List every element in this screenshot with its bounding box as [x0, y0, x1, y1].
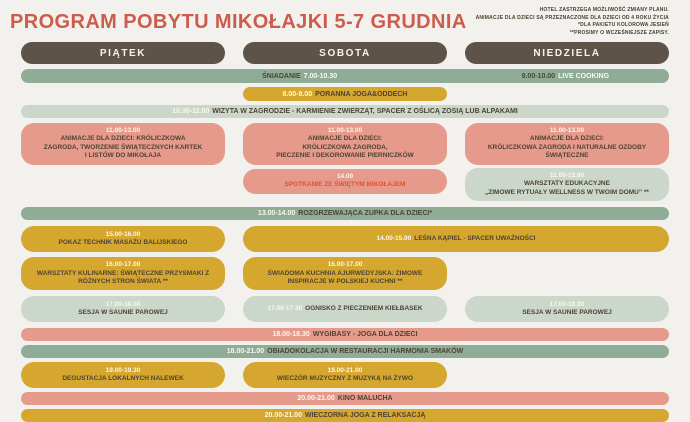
day-header-sobota: SOBOTA — [243, 42, 447, 64]
event-time: 8.00-9.00 — [282, 90, 313, 98]
event-kids-animation-saturday — [243, 123, 447, 165]
day-header-niedziela: NIEDZIELA — [465, 42, 669, 64]
event-label: SPOTKANIE ZE ŚWIĘTYM MIKOŁAJEM — [284, 181, 406, 189]
disclaimer-text — [476, 7, 669, 37]
sunday-column — [465, 123, 669, 201]
event-breakfast — [262, 69, 337, 83]
event-kids-soup — [21, 207, 669, 220]
event-time: 17.00-17.30 — [267, 305, 303, 313]
event-time: 17.00-18.00 — [105, 300, 141, 308]
event-label: WYGIBASY - JOGA DLA DZIECI — [312, 331, 418, 339]
saturday-column — [243, 123, 447, 194]
event-label: ROZGRZEWAJĄCA ZUPKA DLA DZIECI* — [298, 210, 433, 218]
event-time: 16.00-17.00 — [327, 261, 363, 269]
disclaimer-line: ANIMACJE DLA DZIECI SĄ PRZEZNACZONE DLA DZIECI OD 4 ROKU ŻYCIA — [475, 14, 669, 21]
disclaimer-line: **PROSIMY O WCZEŚNIEJSZE ZAPISY. — [569, 29, 669, 36]
event-label: WIECZORNA JOGA Z RELAKSACJĄ — [304, 412, 426, 420]
event-label: OBIADOKOLACJA W RESTAURACJI HARMONIA SMAKÓW — [267, 348, 464, 356]
disclaimer-line: HOTEL ZASTRZEGA MOŻLIWOŚĆ ZMIANY PLANU. — [539, 7, 669, 13]
sauna-row — [21, 296, 669, 322]
event-time: 11.00-13.00 — [327, 127, 363, 134]
event-music-evening — [243, 362, 447, 388]
event-wellness-workshop — [465, 168, 669, 201]
event-kids-animation-sunday — [465, 123, 669, 165]
evening-row — [21, 362, 669, 388]
event-time: 20.00-21.00 — [264, 412, 302, 420]
event-label: SESJA W SAUNIE PAROWEJ — [522, 309, 612, 317]
event-label: WIECZÓR MUZYCZNY Z MUZYKĄ NA ŻYWO — [276, 375, 414, 383]
event-time: 18.00-18.30 — [272, 331, 310, 339]
event-forest-bathing — [243, 226, 669, 252]
event-label: ŚWIADOMA KUCHNIA AJURWEDYJSKA: ZIMOWE INSPIRACJE W POLSKIEJ KUCHNI ** — [267, 269, 423, 285]
schedule — [0, 69, 690, 422]
event-time: 19.00-21.00 — [327, 366, 363, 374]
event-label: ANIMACJE DLA DZIECI: KRÓLICZKOWA ZAGRODA I NATURALNE OZDOBY ŚWIĄTECZNE — [487, 135, 647, 160]
event-label: SESJA W SAUNIE PAROWEJ — [78, 309, 168, 317]
event-time: 14.00-15.00 — [376, 234, 412, 242]
afternoon-row-1 — [21, 226, 669, 252]
event-kids-cinema — [21, 392, 669, 405]
event-live-cooking — [522, 69, 609, 83]
event-time: 19.00-19.30 — [105, 366, 141, 374]
event-time: 11.00-13.00 — [105, 127, 141, 134]
event-label: POKAZ TECHNIK MASAŻU BALIJSKIEGO — [58, 239, 188, 247]
event-time: 14.00 — [336, 172, 354, 180]
event-label: WIZYTA W ZAGRODZIE - KARMIENIE ZWIERZĄT, SPACER Z OŚLICĄ ZOSIĄ LUB ALPAKAMI — [212, 108, 518, 115]
event-sauna-sunday — [465, 296, 669, 322]
event-time: 18.00-21.00 — [226, 348, 265, 356]
event-breakfast-bar — [21, 69, 669, 83]
event-massage-show — [21, 226, 225, 252]
event-label: WARSZTATY EDUKACYJNE — [524, 180, 610, 188]
friday-column — [21, 123, 225, 165]
event-label: OGNISKO Z PIECZENIEM KIEŁBASEK — [305, 305, 423, 313]
event-time: 17.00-18.00 — [549, 300, 585, 308]
event-time: 15.00-16.00 — [105, 230, 141, 238]
day-header-piatek: PIĄTEK — [21, 42, 225, 64]
event-label: WARSZTATY KULINARNE: ŚWIĄTECZNE PRZYSMAKI Z RÓŻNYCH STRON ŚWIATA ** — [36, 269, 210, 285]
event-time: 13.00-14.00 — [257, 210, 296, 218]
event-time: 11.00-12.00 — [549, 171, 585, 179]
event-time: 9.00-10.00 — [521, 72, 556, 80]
event-label: PORANNA JOGA&ODDECH — [315, 90, 408, 98]
event-farm-visit — [21, 105, 669, 118]
event-ayurvedic-kitchen — [243, 257, 447, 290]
event-label: KINO MALUCHA — [337, 395, 393, 403]
event-santa-meeting — [243, 169, 447, 194]
event-label-line2: „ZIMOWE RYTUAŁY WELLNESS W TWOIM DOMU” ** — [485, 188, 649, 196]
afternoon-row-2 — [21, 257, 669, 290]
morning-yoga-row — [21, 87, 669, 101]
event-label: ANIMACJE DLA DZIECI: KRÓLICZKOWA ZAGRODA, TWORZENIE ŚWIĄTECZNYCH KARTEK I LISTÓW DO MIKOŁAJA — [43, 135, 203, 160]
event-kids-yoga — [21, 328, 669, 341]
event-label: LIVE COOKING — [558, 72, 610, 80]
event-culinary-workshop — [21, 257, 225, 290]
event-morning-yoga — [243, 87, 447, 101]
event-dinner — [21, 345, 669, 358]
event-bonfire — [243, 296, 447, 322]
animations-row — [21, 123, 669, 201]
disclaimer-line: *DLA PAKIETU KOLOROWA JESIEŃ — [578, 22, 669, 28]
event-label: DEGUSTACJA LOKALNYCH NALEWEK — [62, 375, 184, 383]
event-time: 7.00-10.30 — [303, 72, 338, 80]
event-kids-animation-friday — [21, 123, 225, 165]
event-evening-yoga — [21, 409, 669, 422]
event-liqueur-tasting — [21, 362, 225, 388]
poster-header — [0, 0, 690, 37]
event-label: ANIMACJE DLA DZIECI: KRÓLICZKOWA ZAGRODA, PIECZENIE I DEKOROWANIE PIERNICZKÓW — [276, 135, 414, 160]
event-time: 10.30-11.00 — [172, 108, 210, 115]
event-label: ŚNIADANIE — [262, 72, 301, 80]
event-label: LEŚNA KĄPIEL - SPACER UWAŻNOŚCI — [414, 234, 536, 242]
event-sauna-friday — [21, 296, 225, 322]
event-time: 20.00-21.00 — [297, 395, 335, 403]
day-header-row — [0, 42, 690, 64]
page-title: PROGRAM POBYTU MIKOŁAJKI 5-7 GRUDNIA — [10, 11, 467, 33]
event-time: 11.00-13.00 — [549, 127, 585, 134]
event-time: 16.00-17.00 — [105, 261, 141, 269]
